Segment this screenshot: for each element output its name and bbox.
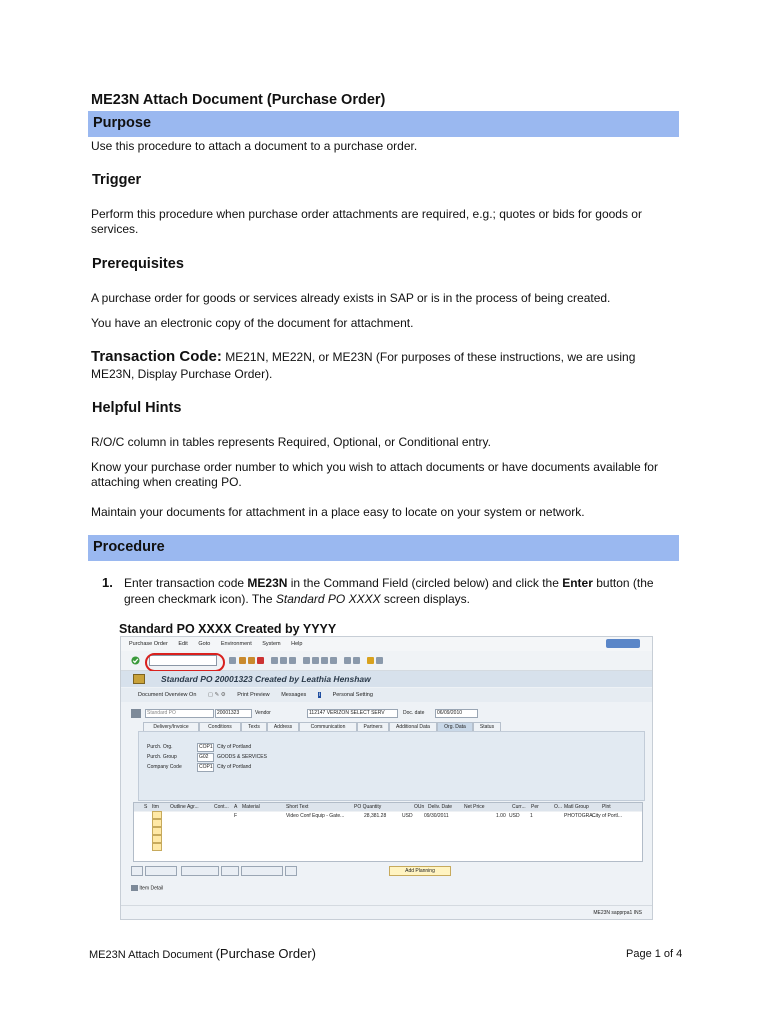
header-expand-icon[interactable] (131, 709, 141, 718)
prerequisites-text-2: You have an electronic copy of the document for attachment. (91, 316, 414, 330)
window-controls[interactable] (606, 639, 640, 648)
last-page-icon[interactable] (330, 657, 337, 664)
cancel-icon[interactable] (257, 657, 264, 664)
help-icon[interactable] (367, 657, 374, 664)
column-header[interactable]: OUn (414, 804, 425, 810)
purch-org-name: City of Portland (217, 744, 252, 750)
column-header[interactable]: O... (554, 804, 563, 810)
tab-communication[interactable]: Communication (299, 722, 357, 732)
row-selector[interactable] (152, 819, 162, 827)
sap-menu-item[interactable]: Goto (198, 641, 211, 647)
po-number-field[interactable]: 20001323 (215, 709, 252, 718)
step-1-screen-name: Standard PO XXXX (275, 591, 381, 606)
column-header[interactable]: Plnt (602, 804, 611, 810)
sap-title-bar (121, 671, 652, 687)
vendor-label: Vendor (255, 710, 271, 716)
helpful-hints-text-2: Know your purchase order number to which you wish to attach documents or have documents available for attaching when creating PO. (91, 460, 658, 489)
column-header[interactable]: Short Text (286, 804, 309, 810)
filter-buttons[interactable] (181, 866, 219, 876)
row-selector[interactable] (152, 835, 162, 843)
document-overview-button[interactable]: Document Overview On (138, 692, 197, 698)
sap-menu-item[interactable]: System (262, 641, 281, 647)
item-overview-table (133, 802, 643, 862)
footer-title: ME23N Attach Document (89, 949, 216, 961)
tab-delivery-invoice[interactable]: Delivery/Invoice (143, 722, 199, 732)
purpose-heading-bar (88, 111, 679, 137)
step-1-text-part: Enter transaction code (124, 576, 248, 590)
cell-net-price: 1.00 (496, 813, 506, 819)
tab-texts[interactable]: Texts (241, 722, 267, 732)
company-code-label: Company Code (147, 764, 182, 770)
tab-additional-data[interactable]: Additional Data (389, 722, 437, 732)
document-title: ME23N Attach Document (Purchase Order) (91, 92, 386, 108)
column-header[interactable]: Per (531, 804, 539, 810)
table-header (134, 803, 642, 811)
cell-currency: USD (509, 813, 520, 819)
purch-group-field[interactable]: G02 (197, 753, 214, 762)
first-page-icon[interactable] (303, 657, 310, 664)
expand-icon (131, 885, 138, 891)
page-number: Page 1 of 4 (626, 948, 683, 960)
column-header[interactable]: A (234, 804, 238, 810)
transaction-code-paragraph (91, 348, 681, 383)
row-selector[interactable] (152, 811, 162, 819)
prerequisites-text-1: A purchase order for goods or services already exists in SAP or is in the process of being created. (91, 291, 611, 305)
personal-setting-button[interactable]: Personal Setting (332, 692, 373, 698)
sap-screenshot (120, 636, 653, 920)
figure-title: Standard PO XXXX Created by YYYY (119, 622, 337, 636)
sap-menu-bar (121, 637, 652, 651)
step-1-tcode: ME23N (247, 576, 288, 590)
purch-org-field[interactable]: COP1 (199, 744, 213, 750)
back-icon[interactable] (239, 657, 246, 664)
sap-screen-title: Standard PO 20001323 Created by Leathia Henshaw (161, 674, 371, 684)
add-planning-button[interactable]: Add Planning (389, 866, 451, 876)
enter-checkmark-icon[interactable] (131, 656, 140, 665)
tab-address[interactable]: Address (267, 722, 299, 732)
sap-menu-item[interactable]: Edit (178, 641, 188, 647)
column-header[interactable]: Material (242, 804, 260, 810)
column-header[interactable]: Outline Agr... (170, 804, 199, 810)
save-icon[interactable] (229, 657, 236, 664)
settings-icon[interactable] (285, 866, 297, 876)
vendor-field[interactable]: 112147 VERIZON SELECT SERV (307, 709, 398, 718)
sap-menu-item[interactable]: Environment (220, 641, 252, 647)
column-header[interactable]: Net Price (464, 804, 485, 810)
helpful-hints-text-3: Maintain your documents for attachment in a place easy to locate on your system or network. (91, 505, 585, 519)
item-toolbar (121, 863, 652, 877)
detail-icon[interactable] (131, 866, 143, 876)
tab-status[interactable]: Status (473, 722, 501, 732)
purch-group-name: GOODS & SERVICES (217, 754, 267, 760)
exit-icon[interactable] (248, 657, 255, 664)
item-detail-toggle[interactable] (131, 885, 163, 891)
procedure-heading-bar (88, 535, 679, 561)
find-icon[interactable] (280, 657, 287, 664)
column-header[interactable]: Curr... (512, 804, 526, 810)
row-selector[interactable] (152, 843, 162, 851)
table-row[interactable] (134, 811, 642, 819)
previous-page-icon[interactable] (312, 657, 319, 664)
column-header[interactable]: S (144, 804, 148, 810)
prerequisites-heading: Prerequisites (92, 256, 184, 272)
purch-org-label: Purch. Org. (147, 744, 173, 750)
sap-standard-toolbar (121, 651, 652, 671)
helpful-hints-heading: Helpful Hints (92, 400, 182, 416)
cell-short-text: Video Conf Equip - Gate... (286, 813, 345, 819)
header-tabs (143, 722, 643, 731)
column-header[interactable]: PO Quantity (354, 804, 382, 810)
sap-status-bar (121, 905, 652, 919)
find-next-icon[interactable] (289, 657, 296, 664)
row-selector[interactable] (152, 827, 162, 835)
tab-conditions[interactable]: Conditions (199, 722, 241, 732)
trigger-text: Perform this procedure when purchase order attachments are required, e.g.; quotes or bids for goods or services. (91, 207, 642, 236)
item-buttons[interactable] (145, 866, 177, 876)
column-header[interactable]: Matl Group (564, 804, 589, 810)
purch-group-label: Purch. Group (147, 754, 177, 760)
cell-order-unit: USD (402, 813, 413, 819)
helpful-hints-text-1: R/O/C column in tables represents Required, Optional, or Conditional entry. (91, 435, 491, 449)
purpose-text: Use this procedure to attach a document to a purchase order. (91, 139, 418, 153)
step-1-text (124, 576, 684, 607)
toolbar-icons[interactable]: ▢ ✎ ⚙ (207, 692, 226, 698)
footer-left (89, 946, 316, 961)
step-1-number: 1. (102, 575, 113, 590)
step-1-text-part: button (the green checkmark icon). The (124, 576, 654, 606)
tab-partners[interactable]: Partners (357, 722, 389, 732)
item-detail-label: Item Detail (139, 885, 164, 892)
system-info: ME23N sapprpa1 INS (593, 910, 642, 916)
doc-date-label: Doc. date (403, 710, 425, 716)
sap-menu-item[interactable]: Purchase Order (129, 641, 168, 647)
messages-button[interactable]: Messages (281, 692, 307, 698)
layout-menu-icon[interactable] (376, 657, 383, 664)
print-preview-button[interactable]: Print Preview (237, 692, 270, 698)
column-header[interactable]: Itm (152, 804, 159, 810)
cell-material-group: PHOTOGRA... (564, 813, 597, 819)
company-name: City of Portland (217, 764, 252, 770)
cell-per: 1 (530, 813, 533, 819)
company-code-field[interactable]: COP1 (199, 764, 213, 770)
shortcut-icon[interactable] (353, 657, 360, 664)
other-document-icon[interactable] (133, 674, 145, 684)
sap-menu-item[interactable]: Help (291, 641, 303, 647)
next-page-icon[interactable] (321, 657, 328, 664)
step-1-enter: Enter (562, 576, 593, 590)
procedure-heading: Procedure (93, 539, 165, 555)
doc-date-field[interactable]: 06/09/2010 (435, 709, 478, 718)
column-header[interactable]: Deliv. Date (428, 804, 453, 810)
sap-application-toolbar (121, 688, 652, 702)
new-session-icon[interactable] (344, 657, 351, 664)
selection-buttons[interactable] (241, 866, 283, 876)
cell-plant: City of Portl... (592, 813, 623, 819)
cell-account-assignment: F (234, 813, 238, 819)
transaction-code-text: ME21N, ME22N, or ME23N (For purposes of these instructions, we are using ME23N, Display Purchase Order). (91, 350, 636, 381)
tab-org-data[interactable]: Org. Data (437, 722, 473, 732)
column-header[interactable]: Cont... (214, 804, 229, 810)
sort-buttons[interactable] (221, 866, 239, 876)
po-type-field[interactable]: Standard PO (145, 709, 214, 718)
purpose-heading: Purpose (93, 115, 152, 131)
info-icon[interactable]: i (318, 692, 321, 698)
trigger-heading: Trigger (92, 172, 142, 188)
transaction-code-label: Transaction Code: (91, 348, 222, 365)
print-icon[interactable] (271, 657, 278, 664)
footer-title-suffix: (Purchase Order) (215, 946, 316, 961)
cell-delivery-date: 09/30/2011 (424, 813, 449, 819)
command-field-circle-annotation (145, 653, 225, 672)
step-1-text-part: screen displays. (380, 591, 470, 606)
cell-quantity: 28,381.28 (364, 813, 387, 819)
step-1-text-part: in the Command Field (circled below) and click the (287, 576, 563, 590)
org-data-panel (138, 731, 645, 801)
